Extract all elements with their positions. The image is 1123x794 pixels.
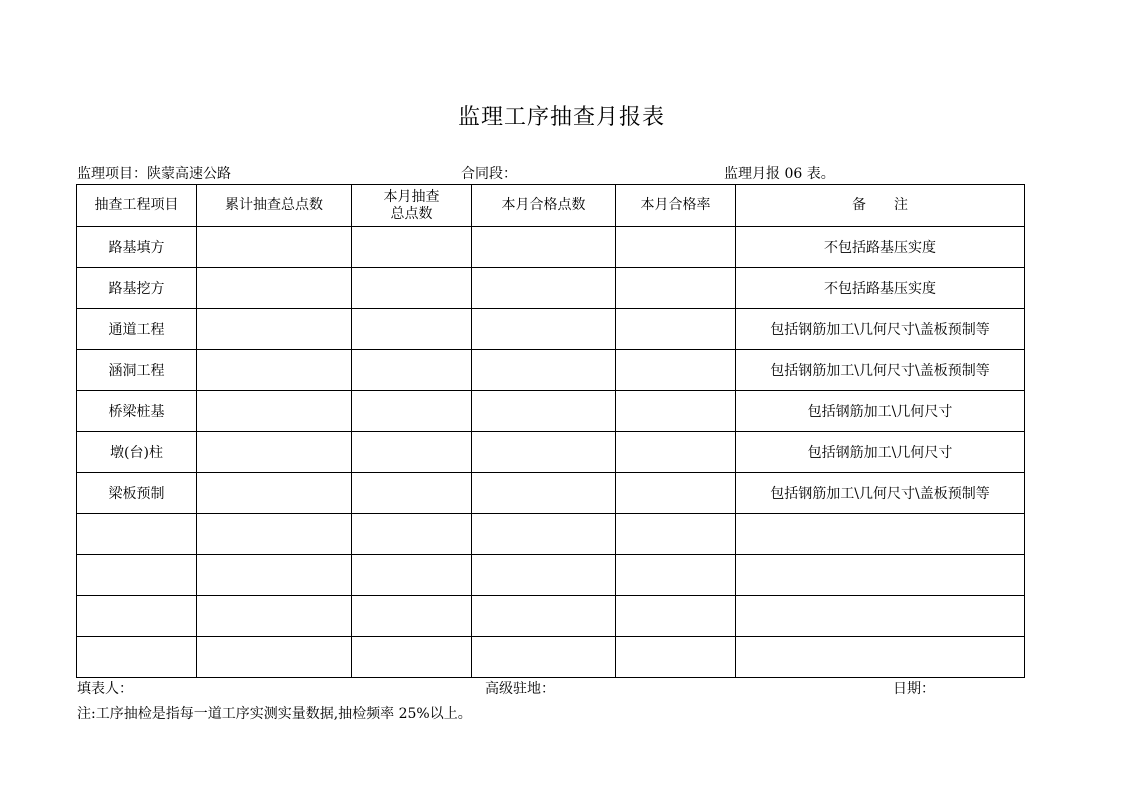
cell-month-points — [352, 514, 472, 555]
table-row — [77, 514, 1025, 555]
header-cell-item: 抽查工程项目 — [77, 185, 197, 227]
cell-item — [77, 637, 197, 678]
cell-month-points — [352, 391, 472, 432]
cell-month-qualified-points — [472, 309, 616, 350]
cell-remarks: 包括钢筋加工\几何尺寸\盖板预制等 — [736, 309, 1025, 350]
table-row — [77, 391, 1025, 432]
cell-month-points — [352, 473, 472, 514]
cell-month-points — [352, 637, 472, 678]
cell-month-pass-rate — [616, 473, 736, 514]
cell-item: 梁板预制 — [77, 473, 197, 514]
cell-month-pass-rate — [616, 350, 736, 391]
cell-month-pass-rate — [616, 268, 736, 309]
cell-item — [77, 514, 197, 555]
cell-remarks: 不包括路基压实度 — [736, 268, 1025, 309]
cell-remarks — [736, 637, 1025, 678]
cell-item — [77, 555, 197, 596]
cell-month-points — [352, 555, 472, 596]
inspection-table — [76, 184, 1025, 678]
cell-cumulative-points — [197, 432, 352, 473]
date-label: 日期： — [893, 681, 935, 697]
header-cell-month-qualified-points: 本月合格点数 — [472, 185, 616, 227]
table-row — [77, 309, 1025, 350]
cell-month-points — [352, 309, 472, 350]
cell-remarks — [736, 514, 1025, 555]
cell-month-qualified-points — [472, 514, 616, 555]
cell-item: 路基挖方 — [77, 268, 197, 309]
cell-month-qualified-points — [472, 555, 616, 596]
cell-cumulative-points — [197, 309, 352, 350]
table-header-row — [77, 185, 1025, 227]
cell-month-pass-rate — [616, 432, 736, 473]
cell-cumulative-points — [197, 596, 352, 637]
filler-label: 填表人： — [77, 681, 133, 697]
cell-month-qualified-points — [472, 227, 616, 268]
cell-month-pass-rate — [616, 309, 736, 350]
cell-cumulative-points — [197, 391, 352, 432]
cell-month-qualified-points — [472, 637, 616, 678]
cell-month-qualified-points — [472, 473, 616, 514]
cell-month-pass-rate — [616, 391, 736, 432]
cell-remarks: 不包括路基压实度 — [736, 227, 1025, 268]
cell-month-qualified-points — [472, 432, 616, 473]
cell-month-pass-rate — [616, 555, 736, 596]
cell-cumulative-points — [197, 637, 352, 678]
cell-item — [77, 596, 197, 637]
header-cell-cumulative-points: 累计抽查总点数 — [197, 185, 352, 227]
cell-cumulative-points — [197, 473, 352, 514]
header-cell-month-pass-rate: 本月合格率 — [616, 185, 736, 227]
cell-cumulative-points — [197, 514, 352, 555]
cell-cumulative-points — [197, 227, 352, 268]
cell-remarks: 包括钢筋加工\几何尺寸\盖板预制等 — [736, 350, 1025, 391]
senior-resident-label: 高级驻地： — [485, 681, 555, 697]
table-row — [77, 432, 1025, 473]
cell-month-points — [352, 227, 472, 268]
report-form-number: 监理月报 06 表。 — [724, 166, 835, 182]
cell-item: 路基填方 — [77, 227, 197, 268]
cell-cumulative-points — [197, 268, 352, 309]
cell-item: 墩(台)柱 — [77, 432, 197, 473]
supervision-project-label: 监理项目：陕蒙高速公路 — [77, 166, 231, 182]
cell-item: 涵洞工程 — [77, 350, 197, 391]
cell-month-points — [352, 268, 472, 309]
table-row — [77, 596, 1025, 637]
table-row — [77, 637, 1025, 678]
page-title: 监理工序抽查月报表 — [457, 105, 665, 130]
cell-cumulative-points — [197, 555, 352, 596]
table-row — [77, 268, 1025, 309]
table-row — [77, 350, 1025, 391]
footnote: 注:工序抽检是指每一道工序实测实量数据,抽检频率 25%以上。 — [77, 706, 472, 722]
cell-month-pass-rate — [616, 637, 736, 678]
table-header — [77, 185, 1025, 227]
cell-remarks — [736, 555, 1025, 596]
header-cell-remarks: 备 注 — [736, 185, 1025, 227]
cell-remarks: 包括钢筋加工\几何尺寸 — [736, 432, 1025, 473]
table-row — [77, 227, 1025, 268]
cell-month-qualified-points — [472, 596, 616, 637]
cell-item: 桥梁桩基 — [77, 391, 197, 432]
cell-remarks: 包括钢筋加工\几何尺寸\盖板预制等 — [736, 473, 1025, 514]
cell-month-points — [352, 596, 472, 637]
cell-month-qualified-points — [472, 391, 616, 432]
cell-month-pass-rate — [616, 514, 736, 555]
cell-month-points — [352, 350, 472, 391]
cell-item: 通道工程 — [77, 309, 197, 350]
cell-remarks — [736, 596, 1025, 637]
cell-month-points — [352, 432, 472, 473]
cell-cumulative-points — [197, 350, 352, 391]
table-row — [77, 473, 1025, 514]
cell-month-pass-rate — [616, 596, 736, 637]
cell-month-qualified-points — [472, 350, 616, 391]
cell-month-qualified-points — [472, 268, 616, 309]
cell-remarks: 包括钢筋加工\几何尺寸 — [736, 391, 1025, 432]
header-cell-month-points: 本月抽查 总点数 — [352, 185, 472, 227]
table-row — [77, 555, 1025, 596]
contract-section-label: 合同段： — [461, 166, 517, 182]
table-body — [77, 227, 1025, 678]
cell-month-pass-rate — [616, 227, 736, 268]
